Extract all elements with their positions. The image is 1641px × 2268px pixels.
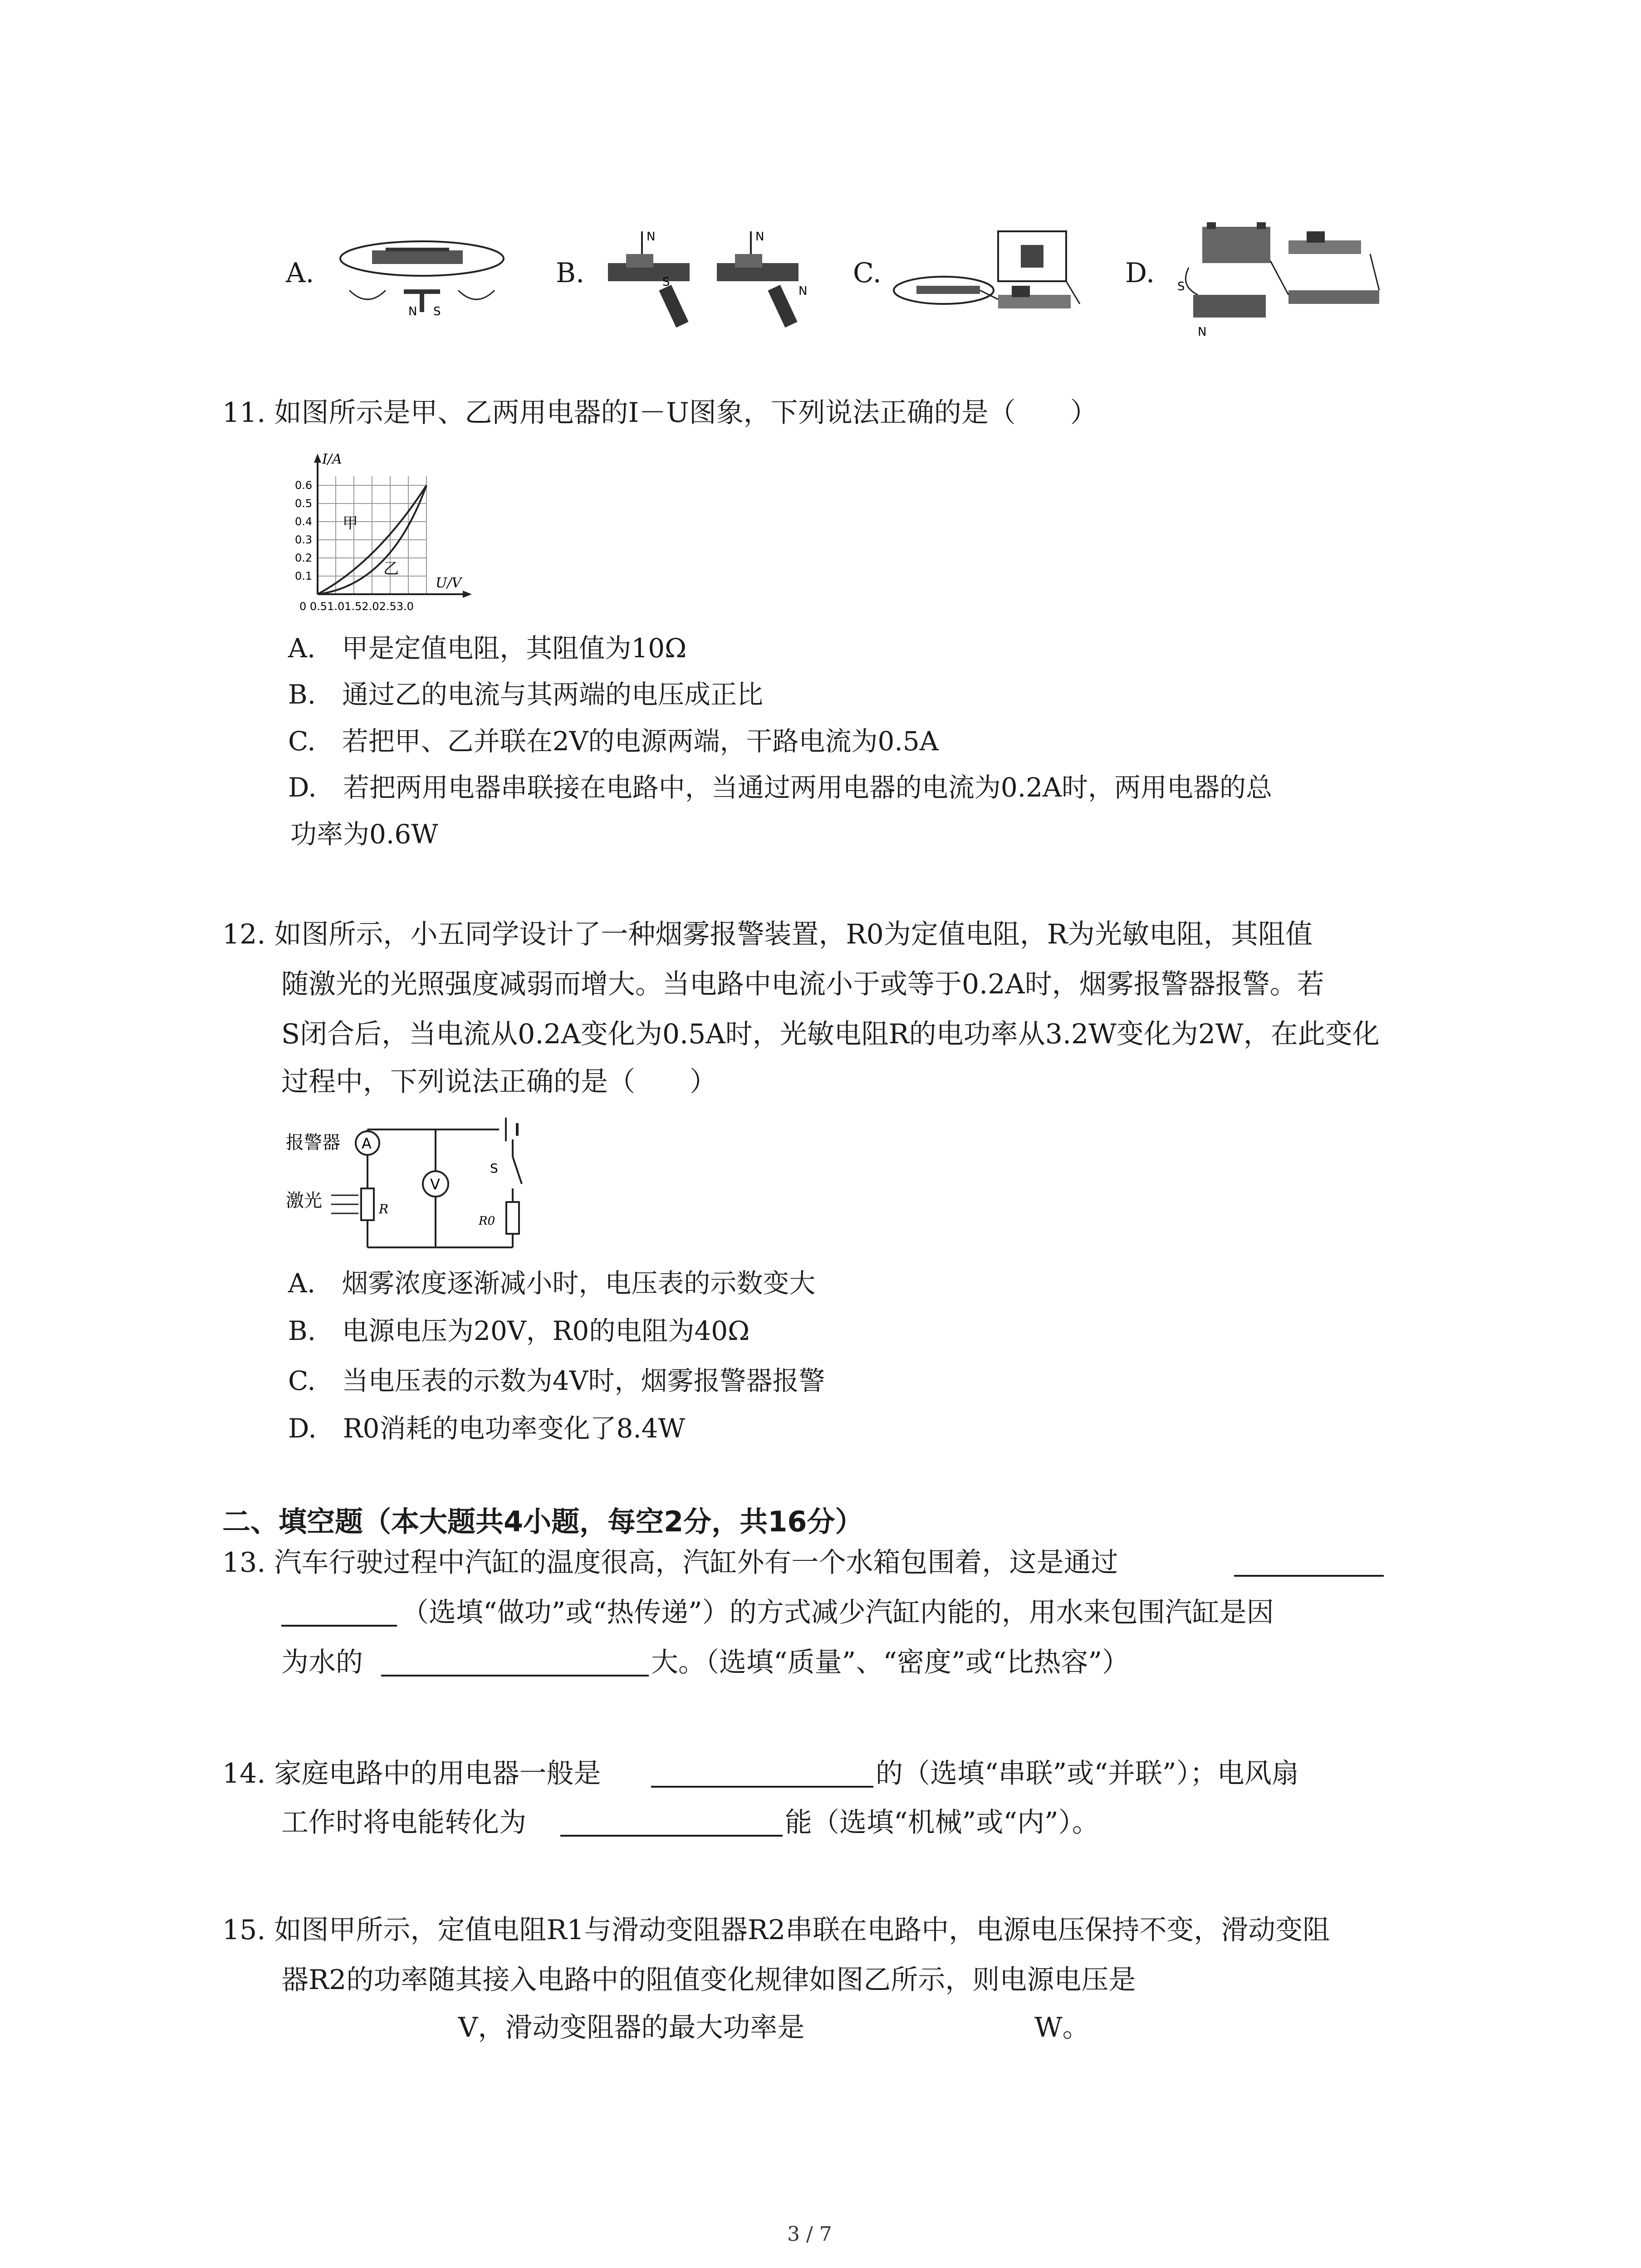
section-heading: 二、填空题（本大题共4小题，每空2分，共16分） (222, 1505, 863, 1538)
q11-y-tick: 0.1 (295, 570, 313, 582)
q15-blank-1[interactable] (281, 2014, 454, 2039)
q12-stem-line4: 过程中，下列说法正确的是（ ） (281, 1066, 717, 1098)
q11-y-axis-label: I/A (322, 451, 342, 467)
q15-line3-prefix: V，滑动变阻器的最大功率是 (458, 2012, 805, 2043)
q12-stem-line2: 随激光的光照强度减弱而增大。当电路中电流小于或等于0.2A时，烟雾报警器报警。若 (281, 968, 1324, 1000)
q15-line1: 15. 如图甲所示，定值电阻R1与滑动变阻器R2串联在电路中，电源电压保持不变，滑动变阻 (222, 1914, 1330, 1946)
q13-line3-suffix: 大。（选填“质量”、“密度”或“比热容”） (651, 1647, 1130, 1678)
q10-figure-a (331, 222, 513, 322)
q12-option-c: C. 当电压表的示数为4V时，烟雾报警器报警 (288, 1365, 825, 1396)
q11-option-d-cont: 功率为0.6W (290, 819, 438, 850)
q10-d-n-label: N (1198, 325, 1207, 339)
q12-resistor-r0-label: R0 (479, 1214, 495, 1228)
q10-b-s1-label: S (662, 275, 670, 289)
q12-resistor-r-label: R (379, 1202, 389, 1217)
q12-ammeter-label: A (362, 1135, 372, 1152)
q11-y-tick: 0.2 (295, 552, 313, 564)
q12-voltmeter-label: V (430, 1176, 440, 1193)
q12-stem-line1: 12. 如图所示，小五同学设计了一种烟雾报警装置，R0为定值电阻，R为光敏电阻，其阻值 (222, 919, 1313, 950)
q10-b-n3-label: N (798, 284, 808, 298)
q12-option-a: A. 烟雾浓度逐渐减小时，电压表的示数变大 (288, 1268, 816, 1299)
q14-blank-2[interactable] (560, 1811, 783, 1837)
q12-circuit-diagram (286, 1111, 540, 1266)
q12-option-d: D. R0消耗的电功率变化了8.4W (288, 1413, 686, 1444)
q15-blank-2[interactable] (848, 2016, 1030, 2042)
q13-line3-prefix: 为水的 (281, 1647, 363, 1678)
q15-line3-suffix: W。 (1034, 2012, 1090, 2043)
q11-stem: 11. 如图所示是甲、乙两用电器的I－U图象，下列说法正确的是（ ） (222, 397, 1097, 429)
q13-blank-1b[interactable] (281, 1601, 397, 1627)
q10-a-n-label: N (408, 305, 417, 318)
q10-option-c-label: C. (853, 257, 882, 289)
q10-option-a-label: A. (286, 257, 314, 289)
q10-figure-b (599, 218, 826, 331)
q11-y-tick: 0.5 (295, 497, 313, 510)
q12-option-b: B. 电源电压为20V，R0的电阻为40Ω (288, 1315, 750, 1346)
q13-blank-2[interactable] (381, 1651, 649, 1677)
q11-option-a: A. 甲是定值电阻，其阻值为10Ω (288, 633, 687, 664)
q12-switch-label: S (490, 1161, 498, 1176)
q10-b-n2-label: N (755, 230, 764, 244)
q12-stem-line3: S闭合后，当电流从0.2A变化为0.5A时，光敏电阻R的电功率从3.2W变化为2W，在此变化 (281, 1018, 1380, 1050)
q11-y-tick: 0.6 (295, 479, 313, 492)
q11-series-jia-label: 甲 (343, 514, 358, 533)
page-number: 3 / 7 (787, 2223, 832, 2246)
q11-x-ticks: 0 0.51.01.52.02.53.0 (299, 600, 414, 613)
q11-y-tick: 0.3 (295, 533, 313, 546)
q15-line2: 器R2的功率随其接入电路中的阻值变化规律如图乙所示，则电源电压是 (281, 1964, 1136, 1996)
q11-iu-graph (286, 449, 495, 621)
q12-alarm-label: 报警器 (286, 1132, 340, 1153)
q14-line2-prefix: 工作时将电能转化为 (281, 1807, 526, 1838)
q13-blank-1a[interactable] (1234, 1551, 1384, 1577)
q10-option-b-label: B. (556, 257, 585, 289)
q14-blank-1[interactable] (651, 1762, 873, 1788)
q11-x-axis-label: U/V (436, 575, 462, 591)
q10-b-n1-label: N (647, 230, 656, 244)
q10-a-s-label: S (433, 305, 441, 318)
q11-option-c: C. 若把甲、乙并联在2V的电源两端，干路电流为0.5A (288, 726, 939, 757)
q11-series-yi-label: 乙 (383, 560, 399, 578)
q14-line2-suffix: 能（选填“机械”或“内”）。 (785, 1807, 1099, 1838)
q10-figure-c (889, 218, 1089, 331)
q14-line1-prefix: 14. 家庭电路中的用电器一般是 (222, 1758, 601, 1789)
q11-y-tick: 0.4 (295, 515, 313, 528)
q11-option-d: D. 若把两用电器串联接在电路中，当通过两用电器的电流为0.2A时，两用电器的总 (288, 772, 1272, 803)
q14-line1-suffix: 的（选填“串联”或“并联”）；电风扇 (876, 1758, 1299, 1789)
q13-line2: （选填“做功”或“热传递”）的方式减少汽缸内能的，用水来包围汽缸是因 (402, 1597, 1274, 1628)
q10-figure-d (1171, 213, 1388, 345)
q13-line1: 13. 汽车行驶过程中汽缸的温度很高，汽缸外有一个水箱包围着，这是通过 (222, 1547, 1118, 1579)
q10-option-d-label: D. (1125, 257, 1155, 289)
q10-d-s-label: S (1177, 280, 1185, 293)
q11-option-b: B. 通过乙的电流与其两端的电压成正比 (288, 679, 764, 710)
q12-laser-label: 激光 (286, 1190, 322, 1211)
